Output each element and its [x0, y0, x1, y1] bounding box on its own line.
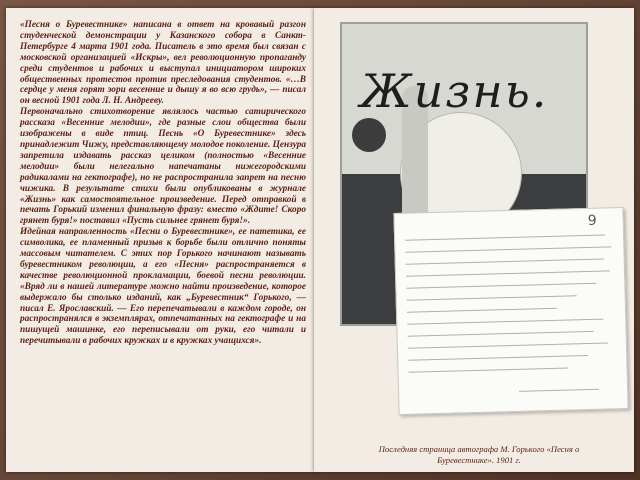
handwriting-line [408, 355, 588, 361]
handwriting-line [409, 368, 569, 373]
manuscript-page-image [393, 207, 628, 415]
handwriting-line [407, 308, 557, 313]
handwriting-line [408, 342, 608, 348]
right-page [314, 8, 634, 472]
left-page [6, 8, 315, 472]
paragraph-1: «Песня о Буревестнике» написана в ответ на кровавый разгон студенческой демонстрации у Казанского собора в Санкт-Петербурге 4 марта 1901 года. Писатель в это время был связан с московской организацией «Искры», вел революционную пропаганду среди студентов и рабочих и выступал инициатором широких общественных протестов против преследования студентов. «…В сердце у меня горят зори весенние и дышу я во всю грудь», — писал он весной 1901 года Л. Н. Андрееву. [20, 20, 306, 107]
image-caption: Последняя страница автографа М. Горького «Песня о Буревестнике». 1901 г. [378, 444, 580, 465]
handwriting-line [406, 270, 610, 276]
article-text [20, 20, 306, 347]
handwriting-line [408, 331, 594, 337]
handwriting-line [405, 246, 611, 252]
paragraph-3: Идейная направленность «Песни о Буревестнике», ее патетика, ее символика, ее пламенный призыв к борьбе были отлично поняты массовым читателем. С этих пор Горького начинают называть буревестником революции, а его «Песня» распространяется в качестве революционной прокламации, боевой песни революции. «Вряд ли в нашей литературе можно найти произведение, которое выдержало бы столько изданий, как „Буревестник“ Горького, — писал Е. Ярославский. — Его перепечатывали в каждом городе, он распространялся в экземплярах, отпечатанных на гектографе и на пишущей машинке, его переписывали от руки, его читали и перечитывали в рабочих кружках и в кружках учащихся». [20, 227, 306, 347]
signature-mark [519, 389, 599, 392]
cover-moon [352, 118, 386, 152]
paragraph-2: Первоначально стихотворение являлось частью сатирического рассказа «Весенние мелодии», где разные слои общества были изображены в виде птиц. Песнь «О Буревестнике» здесь принадлежит Чижу, представляющему молодое поколение. Цензура запретила издавать рассказ целиком (полностью «Весенние мелодии» были нелегально напечатаны нижегородскими радикалами на гектографе), но не распространила запрет на песню чижика. В результате стихи были опубликованы в журнале «Жизнь» как самостоятельное произведение. Перед отправкой в печать Горький изменил финальную фразу: вместо «Ждите! Скоро грянет буря!» поставил «Пусть сильнее грянет буря!». [20, 107, 307, 227]
handwriting-line [406, 283, 596, 289]
manuscript-page-number: 9 [587, 212, 597, 229]
handwriting-line [406, 259, 604, 265]
cover-title: Жизнь. [360, 64, 549, 118]
handwriting-line [407, 295, 577, 300]
handwriting-line [407, 319, 603, 325]
handwriting-line [405, 235, 605, 241]
